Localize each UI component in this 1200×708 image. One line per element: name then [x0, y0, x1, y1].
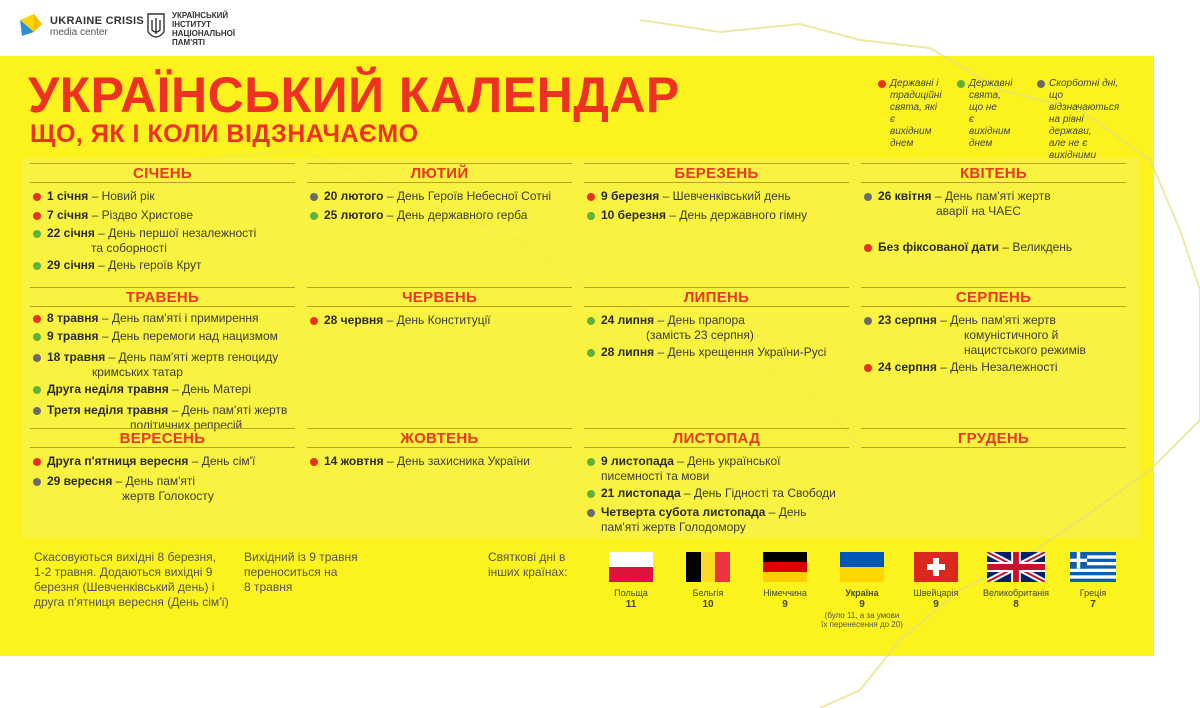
- green-dot-icon: [587, 349, 595, 357]
- holiday-name-continued: кримських татар: [92, 365, 183, 379]
- holiday-name-continued: політичних репресій: [130, 418, 243, 432]
- ukraine-flag-icon: [840, 552, 884, 582]
- holiday-text: [47, 329, 300, 344]
- holiday-date: Третя неділя травня: [47, 403, 169, 417]
- legend-text: на рівні держави,: [1049, 114, 1092, 137]
- holiday-item: [584, 189, 854, 204]
- month-title: ЛЮТИЙ: [307, 163, 572, 183]
- header: [0, 0, 1200, 56]
- holiday-name: – День Героїв Небесної Сотні: [383, 189, 552, 203]
- month-block: [861, 163, 1126, 254]
- holiday-date: Без фіксованої дати: [878, 240, 1000, 254]
- holiday-item: [307, 189, 577, 204]
- holiday-item: [584, 486, 854, 501]
- legend-text: вихідними: [1049, 150, 1097, 161]
- holiday-item: [861, 240, 1131, 255]
- holiday-date: 24 липня: [601, 313, 655, 327]
- holiday-name-continued: жертв Голокосту: [122, 489, 214, 503]
- holiday-text: [601, 189, 854, 204]
- month-block: [307, 287, 572, 327]
- holiday-text: [47, 350, 300, 380]
- country-name: Швейцарія: [913, 588, 959, 598]
- red-dot-icon: [878, 80, 886, 88]
- holiday-item: [861, 360, 1131, 375]
- legend-text: є вихідним: [969, 114, 1011, 137]
- holiday-text: [47, 311, 300, 326]
- gray-dot-icon: [864, 317, 872, 325]
- holiday-text: [878, 360, 1131, 375]
- holiday-date: 26 квітня: [878, 189, 932, 203]
- holiday-text: [47, 226, 300, 256]
- holiday-name: – Новий рік: [88, 189, 155, 203]
- month-block: [307, 163, 572, 222]
- holiday-name: – День героїв Крут: [94, 258, 202, 272]
- holiday-date: 22 січня: [47, 226, 95, 240]
- month-title: ВЕРЕСЕНЬ: [30, 428, 295, 448]
- holiday-name-continued: писемності та мови: [601, 469, 710, 483]
- holiday-text: [878, 189, 1131, 219]
- holiday-item: [584, 208, 854, 223]
- germany-flag-icon: [763, 552, 807, 582]
- holiday-date: 7 січня: [47, 208, 89, 222]
- month-block: [30, 163, 295, 272]
- month-block: [30, 287, 295, 432]
- holiday-name: – День хрещення України-Русі: [654, 345, 827, 359]
- gray-dot-icon: [1037, 80, 1045, 88]
- note-line: друга п'ятниця вересня (День сім'ї): [34, 595, 229, 609]
- holiday-date: Друга п'ятниця вересня: [47, 454, 189, 468]
- holiday-name: – День: [765, 505, 807, 519]
- note-line: (було 11, а за умови: [824, 611, 900, 620]
- note-line: переноситься на: [244, 565, 338, 579]
- holiday-date: Друга неділя травня: [47, 382, 169, 396]
- holiday-item: [584, 345, 854, 360]
- org2-line: НАЦІОНАЛЬНОЇ: [172, 29, 236, 38]
- holiday-name: – День української: [673, 454, 781, 468]
- green-dot-icon: [33, 230, 41, 238]
- holiday-text: [601, 486, 854, 501]
- holiday-text: [47, 258, 300, 273]
- month-title: ЖОВТЕНЬ: [307, 428, 572, 448]
- holiday-item: [861, 189, 1131, 219]
- red-dot-icon: [33, 315, 41, 323]
- weekend-changes-note: [34, 550, 239, 610]
- red-dot-icon: [864, 364, 872, 372]
- country-greece: [1063, 552, 1123, 610]
- holiday-date: 18 травня: [47, 350, 106, 364]
- holiday-date: 29 вересня: [47, 474, 113, 488]
- note-line: Скасовуються вихідні 8 березня,: [34, 550, 216, 564]
- note-line: їх перенесення до 20): [821, 620, 903, 629]
- poland-flag-icon: [609, 552, 653, 582]
- country-poland: [601, 552, 661, 610]
- country-belgium: [678, 552, 738, 610]
- holiday-item: [30, 350, 300, 380]
- holiday-text: [47, 454, 300, 469]
- country-name: Великобританія: [982, 588, 1050, 598]
- holiday-text: [324, 313, 577, 328]
- month-title: БЕРЕЗЕНЬ: [584, 163, 849, 183]
- holiday-count: 9: [782, 599, 788, 610]
- institute-name: [172, 11, 242, 47]
- country-ukraine: [821, 552, 903, 629]
- month-title: ЛИСТОПАД: [584, 428, 849, 448]
- holiday-date: 20 лютого: [324, 189, 384, 203]
- note-line: березня (Шевченківський день) і: [34, 580, 215, 594]
- legend-text: вихідним: [890, 126, 932, 137]
- holiday-item: [584, 505, 854, 535]
- holiday-text: [47, 382, 300, 397]
- holiday-count: 8: [1013, 599, 1019, 610]
- holiday-text: [601, 505, 854, 535]
- legend-text: днем: [969, 138, 993, 149]
- country-name: Бельгія: [692, 588, 724, 598]
- holiday-text: [601, 454, 854, 484]
- gray-dot-icon: [33, 354, 41, 362]
- month-title: СЕРПЕНЬ: [861, 287, 1126, 307]
- holiday-name: – День державного герба: [383, 208, 528, 222]
- month-block: [30, 428, 295, 503]
- green-dot-icon: [587, 212, 595, 220]
- holiday-date: 9 березня: [601, 189, 660, 203]
- holiday-date: 29 січня: [47, 258, 95, 272]
- month-block: [307, 428, 572, 468]
- holiday-name: – День пам'яті жертв: [931, 189, 1051, 203]
- uk-flag-icon: [987, 552, 1045, 582]
- legend-text: Скорботні дні,: [1049, 78, 1119, 89]
- legend-text: що відзначаються: [1049, 90, 1120, 113]
- holiday-name: – Шевченківський день: [659, 189, 791, 203]
- holiday-date: 14 жовтня: [324, 454, 384, 468]
- green-dot-icon: [33, 262, 41, 270]
- month-title: ТРАВЕНЬ: [30, 287, 295, 307]
- org2-line: ПАМ'ЯТІ: [172, 38, 205, 47]
- holiday-text: [878, 240, 1131, 255]
- month-block: [861, 428, 1126, 448]
- country-name: Німеччина: [763, 588, 807, 598]
- holiday-name: – День пам'яті жертв геноциду: [105, 350, 279, 364]
- country-switzerland: [906, 552, 966, 610]
- red-dot-icon: [33, 212, 41, 220]
- holiday-count: 11: [625, 599, 637, 610]
- ukraine-crisis-name: [50, 15, 144, 39]
- holiday-name: – День прапора: [654, 313, 745, 327]
- green-dot-icon: [587, 458, 595, 466]
- gray-dot-icon: [33, 478, 41, 486]
- holiday-text: [601, 208, 854, 223]
- holiday-date: 21 листопада: [601, 486, 681, 500]
- holiday-item: [307, 208, 577, 223]
- holiday-name: – День державного гімну: [666, 208, 808, 222]
- holiday-name-continued: аварії на ЧАЕС: [936, 204, 1021, 218]
- country-germany: [755, 552, 815, 610]
- trident-emblem-icon: [146, 12, 166, 42]
- red-dot-icon: [864, 244, 872, 252]
- holiday-item: [30, 474, 300, 504]
- gray-dot-icon: [864, 193, 872, 201]
- holiday-name: – День пам'яті жертв: [168, 403, 288, 417]
- holiday-name-continued: (замість 23 серпня): [646, 328, 754, 342]
- holiday-name: – День пам'яті: [112, 474, 196, 488]
- holiday-name-continued: та соборності: [91, 241, 167, 255]
- legend-text: традиційні: [890, 90, 942, 101]
- legend-text: Державні: [969, 78, 1013, 89]
- month-title: ГРУДЕНЬ: [861, 428, 1126, 448]
- belgium-flag-icon: [686, 552, 730, 582]
- weekend-transfer-note: [244, 550, 384, 595]
- month-block: [861, 287, 1126, 374]
- holiday-name: – День Матері: [168, 382, 252, 396]
- holiday-item: [861, 313, 1131, 358]
- holiday-item: [30, 189, 300, 204]
- holiday-count: 10: [702, 599, 714, 610]
- holiday-name-continued: комуністичного й: [964, 328, 1059, 342]
- green-dot-icon: [33, 386, 41, 394]
- holiday-name: – Великдень: [999, 240, 1073, 254]
- holiday-name: – День першої незалежності: [94, 226, 257, 240]
- green-dot-icon: [587, 317, 595, 325]
- holiday-text: [601, 313, 854, 343]
- holiday-text: [601, 345, 854, 360]
- holiday-item: [30, 226, 300, 256]
- org2-line: ІНСТИТУТ: [172, 20, 211, 29]
- holiday-date: 24 серпня: [878, 360, 937, 374]
- ukraine-crisis-logo-icon: [20, 14, 42, 40]
- org1-line1: UKRAINE CRISIS: [50, 15, 145, 27]
- holiday-name: – День Гідності та Свободи: [680, 486, 836, 500]
- holiday-date: Четверта субота листопада: [601, 505, 766, 519]
- holiday-text: [47, 189, 300, 204]
- month-block: [584, 428, 849, 534]
- greece-flag-icon: [1070, 552, 1116, 582]
- red-dot-icon: [33, 193, 41, 201]
- holiday-item: [30, 382, 300, 397]
- green-dot-icon: [587, 490, 595, 498]
- month-block: [584, 163, 849, 222]
- green-dot-icon: [33, 333, 41, 341]
- holiday-item: [307, 454, 577, 469]
- holiday-text: [324, 208, 577, 223]
- holiday-name: – День пам'яті жертв: [936, 313, 1056, 327]
- green-dot-icon: [957, 80, 965, 88]
- note-line: Святкові дні в: [488, 550, 566, 564]
- month-title: ЛИПЕНЬ: [584, 287, 849, 307]
- holiday-name-continued: пам'яті жертв Голодомору: [601, 520, 746, 534]
- legend-text: свята, що не: [969, 90, 1001, 113]
- note-line: інших країнах:: [488, 565, 568, 579]
- holiday-count: 9: [859, 599, 865, 610]
- country-uk: [979, 552, 1053, 610]
- holiday-name: – Різдво Христове: [88, 208, 194, 222]
- red-dot-icon: [310, 458, 318, 466]
- ukraine-note: [801, 611, 923, 629]
- holiday-item: [584, 313, 854, 343]
- holiday-date: 10 березня: [601, 208, 666, 222]
- holiday-item: [30, 329, 300, 344]
- page-subtitle: ЩО, ЯК І КОЛИ ВІДЗНАЧАЄМО: [30, 120, 419, 148]
- org1-line2: media center: [50, 27, 108, 38]
- holiday-item: [30, 454, 300, 469]
- switzerland-flag-icon: [914, 552, 958, 582]
- country-name: Польща: [614, 588, 648, 598]
- holiday-name: – День Незалежності: [936, 360, 1058, 374]
- legend-text: свята, які є: [890, 102, 937, 125]
- page-title: УКРАЇНСЬКИЙ КАЛЕНДАР: [28, 67, 680, 123]
- note-line: 8 травня: [244, 580, 293, 594]
- country-name: Україна: [845, 588, 879, 598]
- holiday-date: 1 січня: [47, 189, 89, 203]
- holiday-item: [30, 258, 300, 273]
- holiday-date: 28 червня: [324, 313, 384, 327]
- holiday-name-continued: нацистського режимів: [964, 343, 1086, 357]
- holiday-date: 25 лютого: [324, 208, 384, 222]
- holiday-name: – День пам'яті і примирення: [98, 311, 259, 325]
- holiday-name: – День Конституції: [383, 313, 491, 327]
- holiday-date: 9 травня: [47, 329, 99, 343]
- holiday-item: [584, 454, 854, 484]
- red-dot-icon: [587, 193, 595, 201]
- org2-line: УКРАЇНСЬКИЙ: [172, 11, 229, 20]
- holiday-date: 23 серпня: [878, 313, 937, 327]
- holiday-date: 9 листопада: [601, 454, 674, 468]
- red-dot-icon: [33, 458, 41, 466]
- holiday-name: – День захисника України: [383, 454, 531, 468]
- holiday-text: [47, 474, 300, 504]
- note-line: 1-2 травня. Додаються вихідні 9: [34, 565, 213, 579]
- red-dot-icon: [310, 317, 318, 325]
- holiday-item: [30, 208, 300, 223]
- holiday-date: 28 липня: [601, 345, 655, 359]
- holiday-item: [307, 313, 577, 328]
- holiday-count: 7: [1090, 599, 1096, 610]
- holiday-count: 9: [933, 599, 939, 610]
- legend-text: але не є: [1049, 138, 1088, 149]
- holiday-item: [30, 311, 300, 326]
- country-name: Греція: [1079, 588, 1107, 598]
- holiday-name: – День сім'ї: [188, 454, 256, 468]
- month-title: ЧЕРВЕНЬ: [307, 287, 572, 307]
- holiday-text: [324, 189, 577, 204]
- legend-text: Державні і: [890, 78, 939, 89]
- month-title: КВІТЕНЬ: [861, 163, 1126, 183]
- month-title: СІЧЕНЬ: [30, 163, 295, 183]
- holiday-text: [878, 313, 1131, 358]
- gray-dot-icon: [587, 509, 595, 517]
- holiday-name: – День перемоги над нацизмом: [98, 329, 278, 343]
- note-line: Вихідний із 9 травня: [244, 550, 358, 564]
- holiday-date: 8 травня: [47, 311, 99, 325]
- gray-dot-icon: [33, 407, 41, 415]
- green-dot-icon: [310, 212, 318, 220]
- gray-dot-icon: [310, 193, 318, 201]
- month-block: [584, 287, 849, 359]
- other-countries-label: [488, 550, 578, 580]
- holiday-text: [47, 208, 300, 223]
- legend-text: днем: [890, 138, 914, 149]
- holiday-text: [324, 454, 577, 469]
